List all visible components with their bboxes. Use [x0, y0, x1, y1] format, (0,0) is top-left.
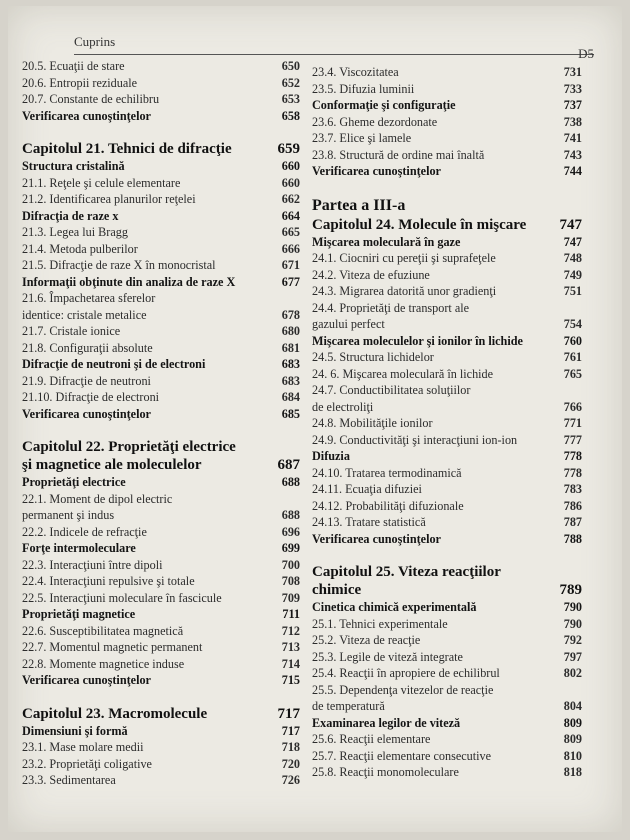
toc-entry-label: 24.5. Structura lichidelor	[312, 350, 434, 364]
toc-entry-label: Cinetica chimică experimentală	[312, 600, 477, 614]
toc-entry-page: 660	[281, 159, 300, 173]
toc-entry-page: 804	[563, 699, 582, 713]
toc-entry-label: 24.8. Mobilităţile ionilor	[312, 416, 433, 430]
toc-entry-page: 658	[281, 108, 300, 123]
toc-entry-label: 21.9. Difracţie de neutroni	[22, 373, 151, 388]
toc-entry	[312, 465, 582, 482]
toc-entry	[22, 406, 300, 423]
toc-entry-page: 712	[281, 623, 300, 638]
toc-entry-label: 25.8. Reacţii monomoleculare	[312, 765, 459, 779]
toc-entry	[22, 590, 300, 607]
toc-entry	[22, 639, 300, 656]
toc-entry-page: 717	[277, 705, 300, 722]
toc-entry	[312, 382, 582, 399]
toc-entry-label: 21.2. Identificarea planurilor reţelei	[22, 192, 196, 206]
toc-entry-label: Partea a III-a	[312, 196, 406, 214]
toc-entry	[312, 481, 582, 498]
toc-entry-page: 700	[281, 557, 300, 572]
toc-entry-page: 681	[281, 340, 300, 355]
toc-entry	[22, 557, 300, 574]
toc-entry-label: 23.6. Gheme dezordonate	[312, 114, 438, 129]
toc-entry	[312, 196, 582, 216]
toc-entry	[312, 97, 582, 114]
toc-entry-label: 21.8. Configuraţii absolute	[22, 340, 153, 355]
toc-entry-page: 653	[281, 92, 300, 106]
toc-entry-label: identice: cristale metalice	[22, 307, 147, 322]
toc-entry-label: gazului perfect	[312, 317, 385, 331]
toc-entry-page: 751	[563, 284, 582, 298]
toc-entry	[312, 599, 582, 616]
toc-entry-page: 797	[563, 649, 582, 664]
toc-entry-label: 23.8. Structură de ordine mai înaltă	[312, 147, 485, 162]
toc-entry	[312, 616, 582, 633]
toc-entry-page: 688	[281, 508, 300, 522]
toc-entry-label: 25.5. Dependenţa vitezelor de reacţie	[312, 682, 494, 697]
toc-entry	[22, 524, 300, 541]
toc-entry	[312, 682, 582, 699]
toc-entry-label: Verificarea cunoştinţelor	[22, 108, 151, 123]
toc-entry-page: 659	[277, 141, 300, 157]
toc-entry-label: 22.3. Interacţiuni între dipoli	[22, 557, 163, 572]
toc-entry	[312, 764, 582, 781]
toc-entry	[22, 723, 300, 740]
toc-entry	[22, 389, 300, 406]
toc-entry-label: 22.4. Interacţiuni repulsive şi totale	[22, 574, 195, 588]
toc-entry-label: Mişcarea moleculară în gaze	[312, 234, 461, 249]
toc-entry-label: 23.4. Viscozitatea	[312, 65, 399, 79]
toc-entry	[22, 739, 300, 756]
toc-entry-label: 24.2. Viteza de efuziune	[312, 267, 430, 282]
toc-entry-page: 744	[563, 164, 582, 178]
toc-entry-label: 21.7. Cristale ionice	[22, 324, 121, 338]
toc-entry-page: 708	[281, 574, 300, 588]
toc-entry	[312, 698, 582, 715]
toc-entry-page: 809	[563, 732, 582, 746]
toc-entry-page: 652	[281, 75, 300, 90]
toc-entry	[22, 772, 300, 789]
toc-entry-page: 683	[281, 373, 300, 388]
toc-entry	[22, 290, 300, 307]
toc-entry-label: Capitolul 25. Viteza reacţiilor	[312, 564, 501, 580]
toc-entry-label: 25.6. Reacţii elementare	[312, 732, 431, 746]
toc-entry	[22, 191, 300, 208]
toc-entry-label: Verificarea cunoştinţelor	[22, 406, 151, 421]
toc-entry-label: Forţe intermoleculare	[22, 541, 136, 555]
toc-entry-label: 25.7. Reacţii elementare consecutive	[312, 748, 492, 763]
toc-entry-page: 666	[281, 241, 300, 256]
toc-entry-label: 22.1. Moment de dipol electric	[22, 491, 173, 506]
toc-entry-page: 660	[281, 175, 300, 190]
toc-entry	[312, 649, 582, 666]
toc-entry	[22, 491, 300, 508]
toc-entry	[312, 300, 582, 317]
toc-entry-label: 22.6. Susceptibilitatea magnetică	[22, 623, 184, 638]
toc-entry	[22, 507, 300, 524]
toc-entry-page: 737	[563, 98, 582, 112]
toc-entry	[312, 283, 582, 300]
toc-entry-label: 24. 6. Mişcarea moleculară în lichide	[312, 366, 494, 381]
toc-entry	[22, 356, 300, 373]
toc-entry-label: 20.7. Constante de echilibru	[22, 92, 160, 106]
toc-entry	[312, 366, 582, 383]
toc-entry	[312, 399, 582, 416]
toc-entry-label: 24.12. Probabilităţi difuzionale	[312, 498, 464, 513]
toc-entry	[22, 224, 300, 241]
toc-entry-page: 809	[563, 715, 582, 730]
toc-entry	[22, 606, 300, 623]
toc-entry-page: 754	[563, 317, 582, 331]
toc-entry	[22, 323, 300, 340]
toc-entry-label: 22.2. Indicele de refracţie	[22, 524, 147, 539]
toc-entry	[312, 715, 582, 732]
toc-entry-label: 21.10. Difracţie de electroni	[22, 390, 160, 404]
toc-entry-label: 24.3. Migrarea datorită unor gradienţi	[312, 284, 497, 298]
toc-entry	[312, 316, 582, 333]
toc-entry-page: 747	[559, 216, 582, 233]
toc-entry-label: chimice	[312, 582, 362, 598]
toc-entry-page: 787	[563, 515, 582, 529]
toc-entry-label: Capitolul 24. Molecule în mişcare	[312, 216, 527, 233]
toc-entry	[22, 158, 300, 175]
toc-entry-page: 761	[563, 350, 582, 364]
toc-entry-label: 22.8. Momente magnetice induse	[22, 656, 185, 671]
toc-entry-page: 664	[281, 208, 300, 223]
toc-entry	[312, 581, 582, 599]
toc-entry	[22, 540, 300, 557]
toc-entry-label: Verificarea cunoştinţelor	[22, 673, 151, 687]
toc-entry-label: 24.1. Ciocniri cu pereţii şi suprafeţele	[312, 251, 496, 265]
toc-entry-page: 788	[563, 531, 582, 546]
toc-entry-page: 748	[563, 251, 582, 265]
toc-entry-label: 24.10. Tratarea termodinamică	[312, 465, 462, 480]
toc-entry-page: 709	[281, 590, 300, 605]
toc-entry	[22, 474, 300, 491]
toc-entry-page: 696	[281, 524, 300, 539]
toc-entry	[312, 64, 582, 81]
toc-entry-label: 21.4. Metoda pulberilor	[22, 241, 138, 256]
toc-entry-page: 760	[563, 333, 582, 348]
toc-entry-label: Proprietăţi magnetice	[22, 607, 136, 621]
toc-entry	[312, 563, 582, 581]
toc-entry-label: Conformaţie şi configuraţie	[312, 98, 456, 112]
toc-entry	[22, 438, 300, 456]
toc-entry-page: 683	[281, 357, 300, 371]
toc-entry-label: Structura cristalină	[22, 159, 125, 173]
toc-entry	[22, 307, 300, 324]
toc-left-column	[22, 58, 300, 789]
toc-entry	[22, 241, 300, 258]
toc-entry-label: 23.1. Mase molare medii	[22, 740, 144, 754]
toc-entry-page: 711	[282, 607, 300, 621]
toc-entry-page: 650	[281, 59, 300, 73]
toc-entry	[22, 656, 300, 673]
toc-entry-page: 718	[281, 740, 300, 754]
toc-entry	[22, 756, 300, 773]
toc-entry-label: Capitolul 21. Tehnici de difracţie	[22, 141, 232, 157]
toc-entry	[22, 274, 300, 291]
toc-entry-page: 699	[281, 541, 300, 555]
toc-entry	[22, 91, 300, 108]
toc-entry-label: 23.7. Elice şi lamele	[312, 131, 412, 145]
toc-entry-page: 741	[563, 131, 582, 145]
toc-entry-page: 726	[281, 773, 300, 787]
toc-entry-page: 810	[563, 748, 582, 763]
toc-entry-page: 792	[563, 633, 582, 647]
toc-entry	[312, 632, 582, 649]
toc-entry	[22, 373, 300, 390]
toc-entry	[22, 456, 300, 474]
toc-entry-label: Difracţie de neutroni şi de electroni	[22, 357, 206, 371]
toc-entry-label: 21.6. Împachetarea sferelor	[22, 291, 156, 305]
toc-entry-label: 22.7. Momentul magnetic permanent	[22, 640, 203, 654]
toc-entry-page: 789	[559, 582, 582, 598]
running-title: Cuprins	[74, 34, 116, 49]
toc-entry-page: 765	[563, 366, 582, 381]
toc-entry	[22, 58, 300, 75]
toc-entry-label: 24.4. Proprietăţi de transport ale	[312, 300, 470, 315]
toc-entry	[312, 130, 582, 147]
toc-entry	[312, 514, 582, 531]
toc-entry	[22, 257, 300, 274]
toc-entry	[312, 432, 582, 449]
toc-entry-page: 783	[563, 482, 582, 496]
toc-entry-label: 24.9. Conductivităţi şi interacţiuni ion-ion	[312, 432, 518, 447]
toc-entry-page: 687	[277, 457, 300, 473]
toc-entry	[312, 234, 582, 251]
toc-entry-page: 790	[563, 600, 582, 614]
toc-entry-label: Capitolul 23. Macromolecule	[22, 705, 208, 722]
toc-entry-label: 24.7. Conductibilitatea soluţiilor	[312, 383, 471, 397]
toc-entry-label: 20.6. Entropii reziduale	[22, 75, 138, 90]
toc-entry-page: 680	[281, 324, 300, 338]
toc-entry-label: 21.1. Reţele şi celule elementare	[22, 175, 181, 190]
toc-entry	[312, 163, 582, 180]
toc-entry-label: 23.5. Difuzia luminii	[312, 81, 415, 96]
toc-entry-label: de electroliţi	[312, 399, 374, 414]
toc-entry-page: 786	[563, 498, 582, 513]
toc-entry-page: 714	[281, 656, 300, 671]
toc-entry-page: 715	[281, 673, 300, 687]
toc-entry-label: Verificarea cunoştinţelor	[312, 164, 441, 178]
toc-entry-label: Informaţii obţinute din analiza de raze X	[22, 274, 236, 289]
toc-entry	[312, 81, 582, 98]
toc-entry	[312, 415, 582, 432]
toc-entry	[312, 114, 582, 131]
toc-entry	[22, 340, 300, 357]
toc-entry	[312, 216, 582, 234]
toc-entry-page: 778	[563, 465, 582, 480]
toc-entry-label: 25.2. Viteza de reacţie	[312, 633, 421, 647]
toc-entry-label: Capitolul 22. Proprietăţi electrice	[22, 439, 236, 455]
toc-entry-label: 25.1. Tehnici experimentale	[312, 616, 448, 631]
toc-entry-label: 22.5. Interacţiuni moleculare în fascicule	[22, 590, 222, 605]
toc-entry-page: 771	[563, 416, 582, 430]
toc-entry-label: 24.13. Tratare statistică	[312, 515, 426, 529]
toc-entry	[312, 731, 582, 748]
toc-entry	[22, 705, 300, 723]
toc-entry-page: 802	[563, 666, 582, 680]
toc-entry-label: Mişcarea moleculelor şi ionilor în lichide	[312, 333, 523, 348]
toc-entry-page: 685	[281, 406, 300, 421]
toc-entry-page: 684	[281, 390, 300, 404]
toc-entry	[312, 267, 582, 284]
toc-entry-page: 665	[281, 225, 300, 239]
toc-entry-page: 671	[281, 258, 300, 272]
toc-entry-page: 747	[563, 234, 582, 249]
toc-entry	[22, 175, 300, 192]
toc-entry-label: Examinarea legilor de viteză	[312, 715, 461, 730]
toc-entry	[312, 448, 582, 465]
toc-right-column	[312, 64, 582, 781]
toc-entry-page: 766	[563, 399, 582, 414]
toc-entry-page: 738	[563, 114, 582, 129]
toc-entry	[312, 498, 582, 515]
toc-entry-page: 678	[281, 307, 300, 322]
toc-entry	[22, 573, 300, 590]
toc-entry	[22, 623, 300, 640]
toc-entry-page: 790	[563, 616, 582, 631]
toc-entry-label: Verificarea cunoştinţelor	[312, 531, 441, 546]
toc-entry-label: de temperatură	[312, 699, 385, 713]
page-header	[74, 34, 594, 61]
toc-entry	[312, 250, 582, 267]
toc-entry-page: 677	[281, 274, 300, 289]
toc-entry-page: 717	[281, 723, 300, 738]
toc-entry-page: 733	[563, 81, 582, 96]
toc-entry	[312, 531, 582, 548]
toc-entry-label: şi magnetice ale moleculelor	[22, 457, 202, 473]
toc-entry-label: 25.4. Reacţii în apropiere de echilibrul	[312, 666, 500, 680]
toc-entry	[312, 349, 582, 366]
toc-entry-page: 731	[563, 65, 582, 79]
toc-entry	[22, 108, 300, 125]
toc-entry-label: 25.3. Legile de viteză integrate	[312, 649, 463, 664]
toc-entry	[312, 147, 582, 164]
toc-entry	[312, 665, 582, 682]
toc-entry-page: 818	[563, 765, 582, 779]
toc-entry-label: 21.5. Difracţie de raze X în monocristal	[22, 258, 216, 272]
toc-entry	[312, 333, 582, 350]
toc-entry	[22, 75, 300, 92]
toc-entry	[22, 208, 300, 225]
toc-entry-page: 713	[281, 640, 300, 654]
toc-entry-label: 20.5. Ecuaţii de stare	[22, 59, 125, 73]
toc-entry-label: 24.11. Ecuaţia difuziei	[312, 482, 422, 496]
toc-entry-page: 749	[563, 267, 582, 282]
toc-entry	[22, 140, 300, 158]
toc-entry-label: 21.3. Legea lui Bragg	[22, 225, 128, 239]
toc-entry-page: 777	[563, 432, 582, 447]
toc-entry-label: Difracţia de raze x	[22, 208, 119, 223]
toc-entry-page: 778	[563, 449, 582, 463]
toc-entry-label: Difuzia	[312, 449, 350, 463]
toc-entry-page: 720	[281, 756, 300, 771]
toc-entry-label: 23.2. Proprietăţi coligative	[22, 756, 152, 771]
toc-entry-label: permanent şi indus	[22, 508, 115, 522]
toc-entry-label: Proprietăţi electrice	[22, 475, 126, 489]
toc-entry-page: 662	[281, 192, 300, 206]
toc-entry-page: 743	[563, 147, 582, 162]
toc-entry-label: Dimensiuni şi formă	[22, 723, 128, 738]
toc-entry	[312, 748, 582, 765]
toc-entry	[22, 672, 300, 689]
toc-entry-label: 23.3. Sedimentarea	[22, 773, 116, 787]
page-number: D5	[578, 46, 594, 61]
toc-entry-page: 688	[281, 475, 300, 489]
